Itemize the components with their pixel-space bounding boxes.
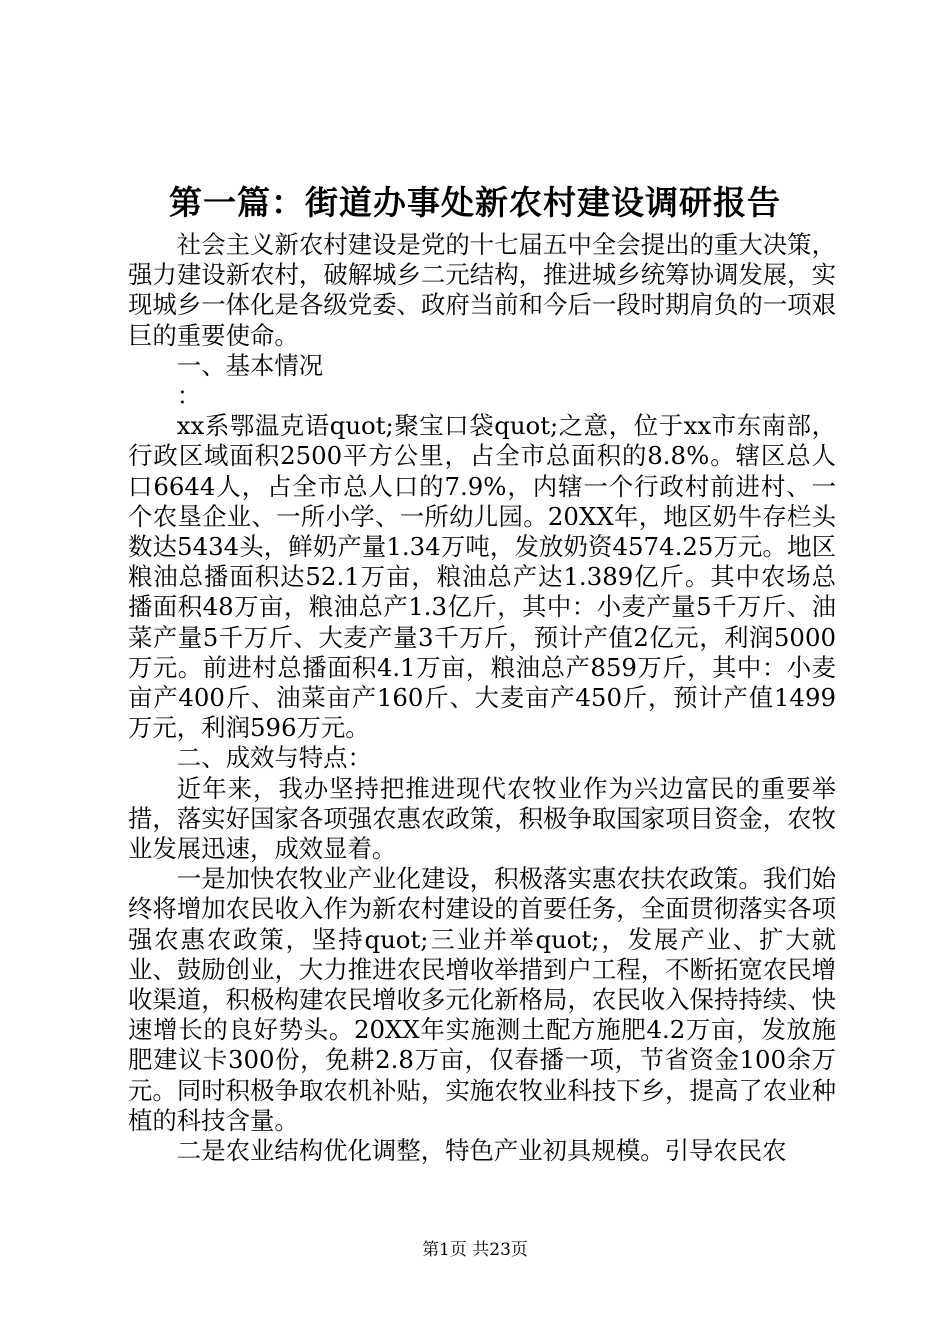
- paragraph-colon: ：: [176, 381, 202, 411]
- heading-results: 二、成效与特点：: [176, 743, 372, 773]
- paragraph-point-one: 一是加快农牧业产业化建设，积极落实惠农扶农政策。我们始终将增加农民收入作为新农村建设的首要任务，全面贯彻落实各项强农惠农政策，坚持quot;三业并举quot;，发展产业、扩大就业、鼓励创业，大力推进农民增收举措到户工程，不断拓宽农民增收渠道，积极构建农民增收多元化新格局，农民收入保持持续、快速增长的良好势头。20XX年实施测土配方施肥4.2万亩，发放施肥建议卡300份，免耕2.8万亩，仅春播一项，节省资金100余万元。同时积极争取农机补贴，实施农牧业科技下乡，提高了农业种植的科技含量。: [128, 864, 836, 1135]
- document-body: [128, 230, 836, 1166]
- paragraph-results-intro: 近年来，我办坚持把推进现代农牧业作为兴边富民的重要举措，落实好国家各项强农惠农政策，积极争取国家项目资金，农牧业发展迅速，成效显着。: [128, 773, 836, 864]
- document-title: 第一篇：街道办事处新农村建设调研报告: [169, 183, 781, 222]
- paragraph-intro: 社会主义新农村建设是党的十七届五中全会提出的重大决策，强力建设新农村，破解城乡二元结构，推进城乡统筹协调发展，实现城乡一体化是各级党委、政府当前和今后一段时期肩负的一项艰巨的重要使命。: [128, 230, 836, 350]
- paragraph-point-two: 二是农业结构优化调整，特色产业初具规模。引导农民农: [176, 1136, 787, 1166]
- heading-basic-situation: 一、基本情况: [176, 350, 324, 380]
- paragraph-basic-situation: xx系鄂温克语quot;聚宝口袋quot;之意，位于xx市东南部，行政区域面积2500平方公里，占全市总面积的8.8%。辖区总人口6644人，占全市总人口的7.9%，内辖一个行政村前进村、一个农垦企业、一所小学、一所幼儿园。20XX年，地区奶牛存栏头数达5434头，鲜奶产量1.34万吨，发放奶资4574.25万元。地区粮油总播面积达52.1万亩，粮油总产达1.389亿斤。其中农场总播面积48万亩，粮油总产1.3亿斤，其中：小麦产量5千万斤、油菜产量5千万斤、大麦产量3千万斤，预计产值2亿元，利润5000万元。前进村总播面积4.1万亩，粮油总产859万斤，其中：小麦亩产400斤、油菜亩产160斤、大麦亩产450斤，预计产值1499万元，利润596万元。: [128, 411, 836, 743]
- page-number: 第1页 共23页: [422, 1240, 528, 1260]
